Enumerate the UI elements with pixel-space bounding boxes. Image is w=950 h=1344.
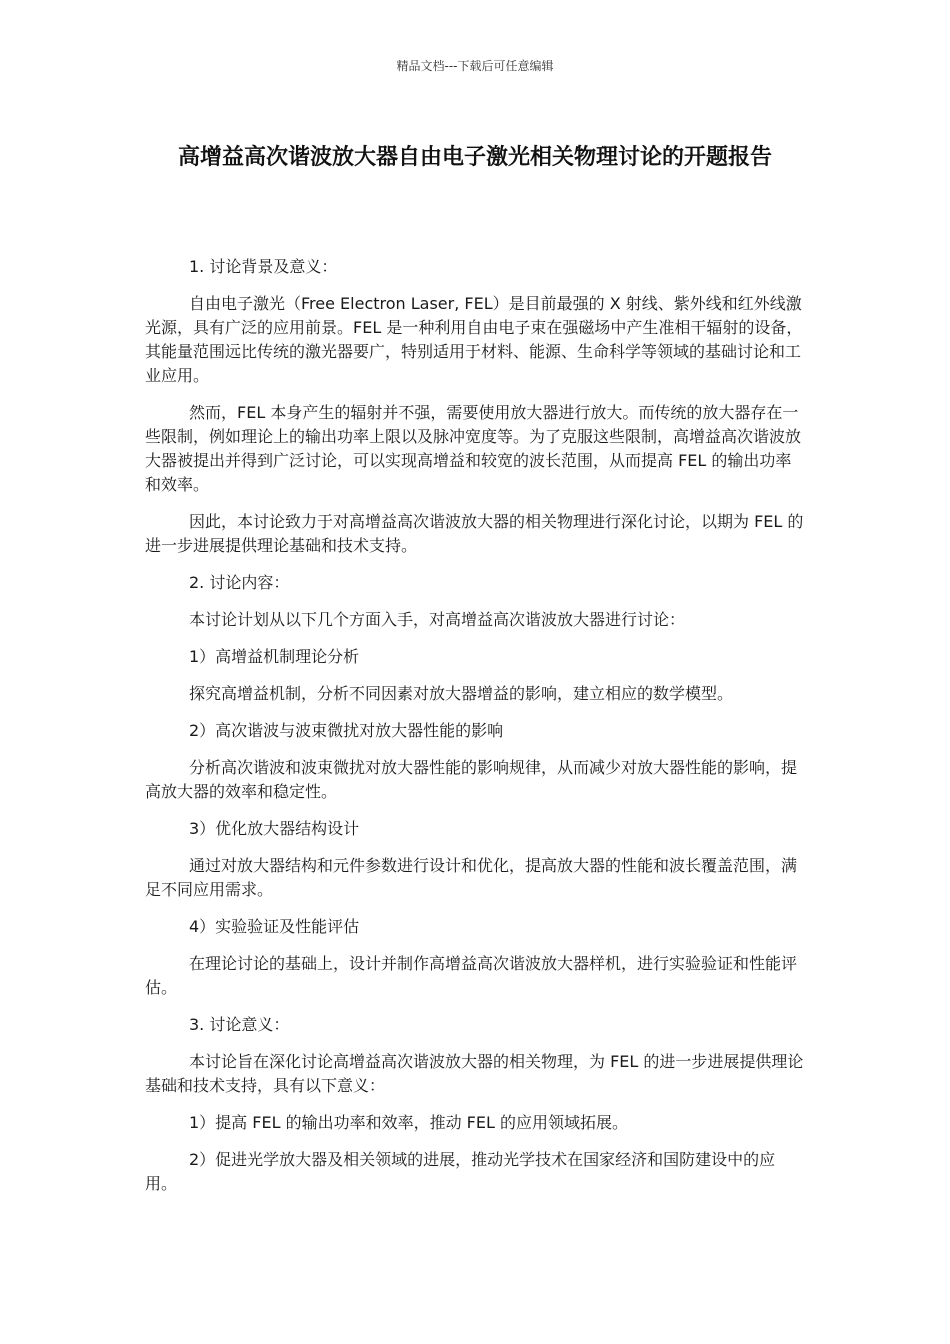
significance-item-1: 1）提高 FEL 的输出功率和效率，推动 FEL 的应用领域拓展。 [189,1113,628,1132]
page-header-note: 精品文档---下载后可任意编辑 [396,59,554,73]
document-body [145,255,807,1209]
item-heading-2: 2）高次谐波与波束微扰对放大器性能的影响 [189,721,504,740]
paragraph-research-aim: 因此，本讨论致力于对高增益高次谐波放大器的相关物理进行深化讨论，以期为 FEL 的进一步进展提供理论基础和技术支持。 [145,512,804,555]
item-text-4: 在理论讨论的基础上，设计并制作高增益高次谐波放大器样机，进行实验验证和性能评估。 [145,954,798,997]
significance-item-2: 2）促进光学放大器及相关领域的进展，推动光学技术在国家经济和国防建设中的应用。 [145,1150,776,1193]
paragraph-amplifier-need: 然而，FEL 本身产生的辐射并不强，需要使用放大器进行放大。而传统的放大器存在一些限制，例如理论上的输出功率上限以及脉冲宽度等。为了克服这些限制，高增益高次谐波放大器被提出并得到广泛讨论，可以实现高增益和较宽的波长范围，从而提高 FEL 的输出功率和效率。 [145,403,802,494]
paragraph-fel-intro: 自由电子激光（Free Electron Laser, FEL）是目前最强的 X 射线、紫外线和红外线激光源，具有广泛的应用前景。FEL 是一种利用自由电子束在强磁场中产生准相干辐射的设备，其能量范围远比传统的激光器要广，特别适用于材料、能源、生命科学等领域的基础讨论和工业应用。 [145,294,803,385]
section-heading-content: 2. 讨论内容： [189,573,290,592]
item-text-1: 探究高增益机制，分析不同因素对放大器增益的影响，建立相应的数学模型。 [189,684,734,703]
section-heading-background: 1. 讨论背景及意义： [189,257,338,276]
item-heading-4: 4）实验验证及性能评估 [189,917,360,936]
paragraph-plan-intro: 本讨论计划从以下几个方面入手，对高增益高次谐波放大器进行讨论： [189,610,686,629]
item-heading-1: 1）高增益机制理论分析 [189,647,360,666]
section-heading-significance: 3. 讨论意义： [189,1015,290,1034]
paragraph-significance-intro: 本讨论旨在深化讨论高增益高次谐波放大器的相关物理，为 FEL 的进一步进展提供理论基础和技术支持，具有以下意义： [145,1052,804,1095]
item-text-2: 分析高次谐波和波束微扰对放大器性能的影响规律，从而减少对放大器性能的影响，提高放大器的效率和稳定性。 [145,758,798,801]
item-text-3: 通过对放大器结构和元件参数进行设计和优化，提高放大器的性能和波长覆盖范围，满足不同应用需求。 [145,856,798,899]
item-heading-3: 3）优化放大器结构设计 [189,819,360,838]
document-title: 高增益高次谐波放大器自由电子激光相关物理讨论的开题报告 [177,145,772,170]
